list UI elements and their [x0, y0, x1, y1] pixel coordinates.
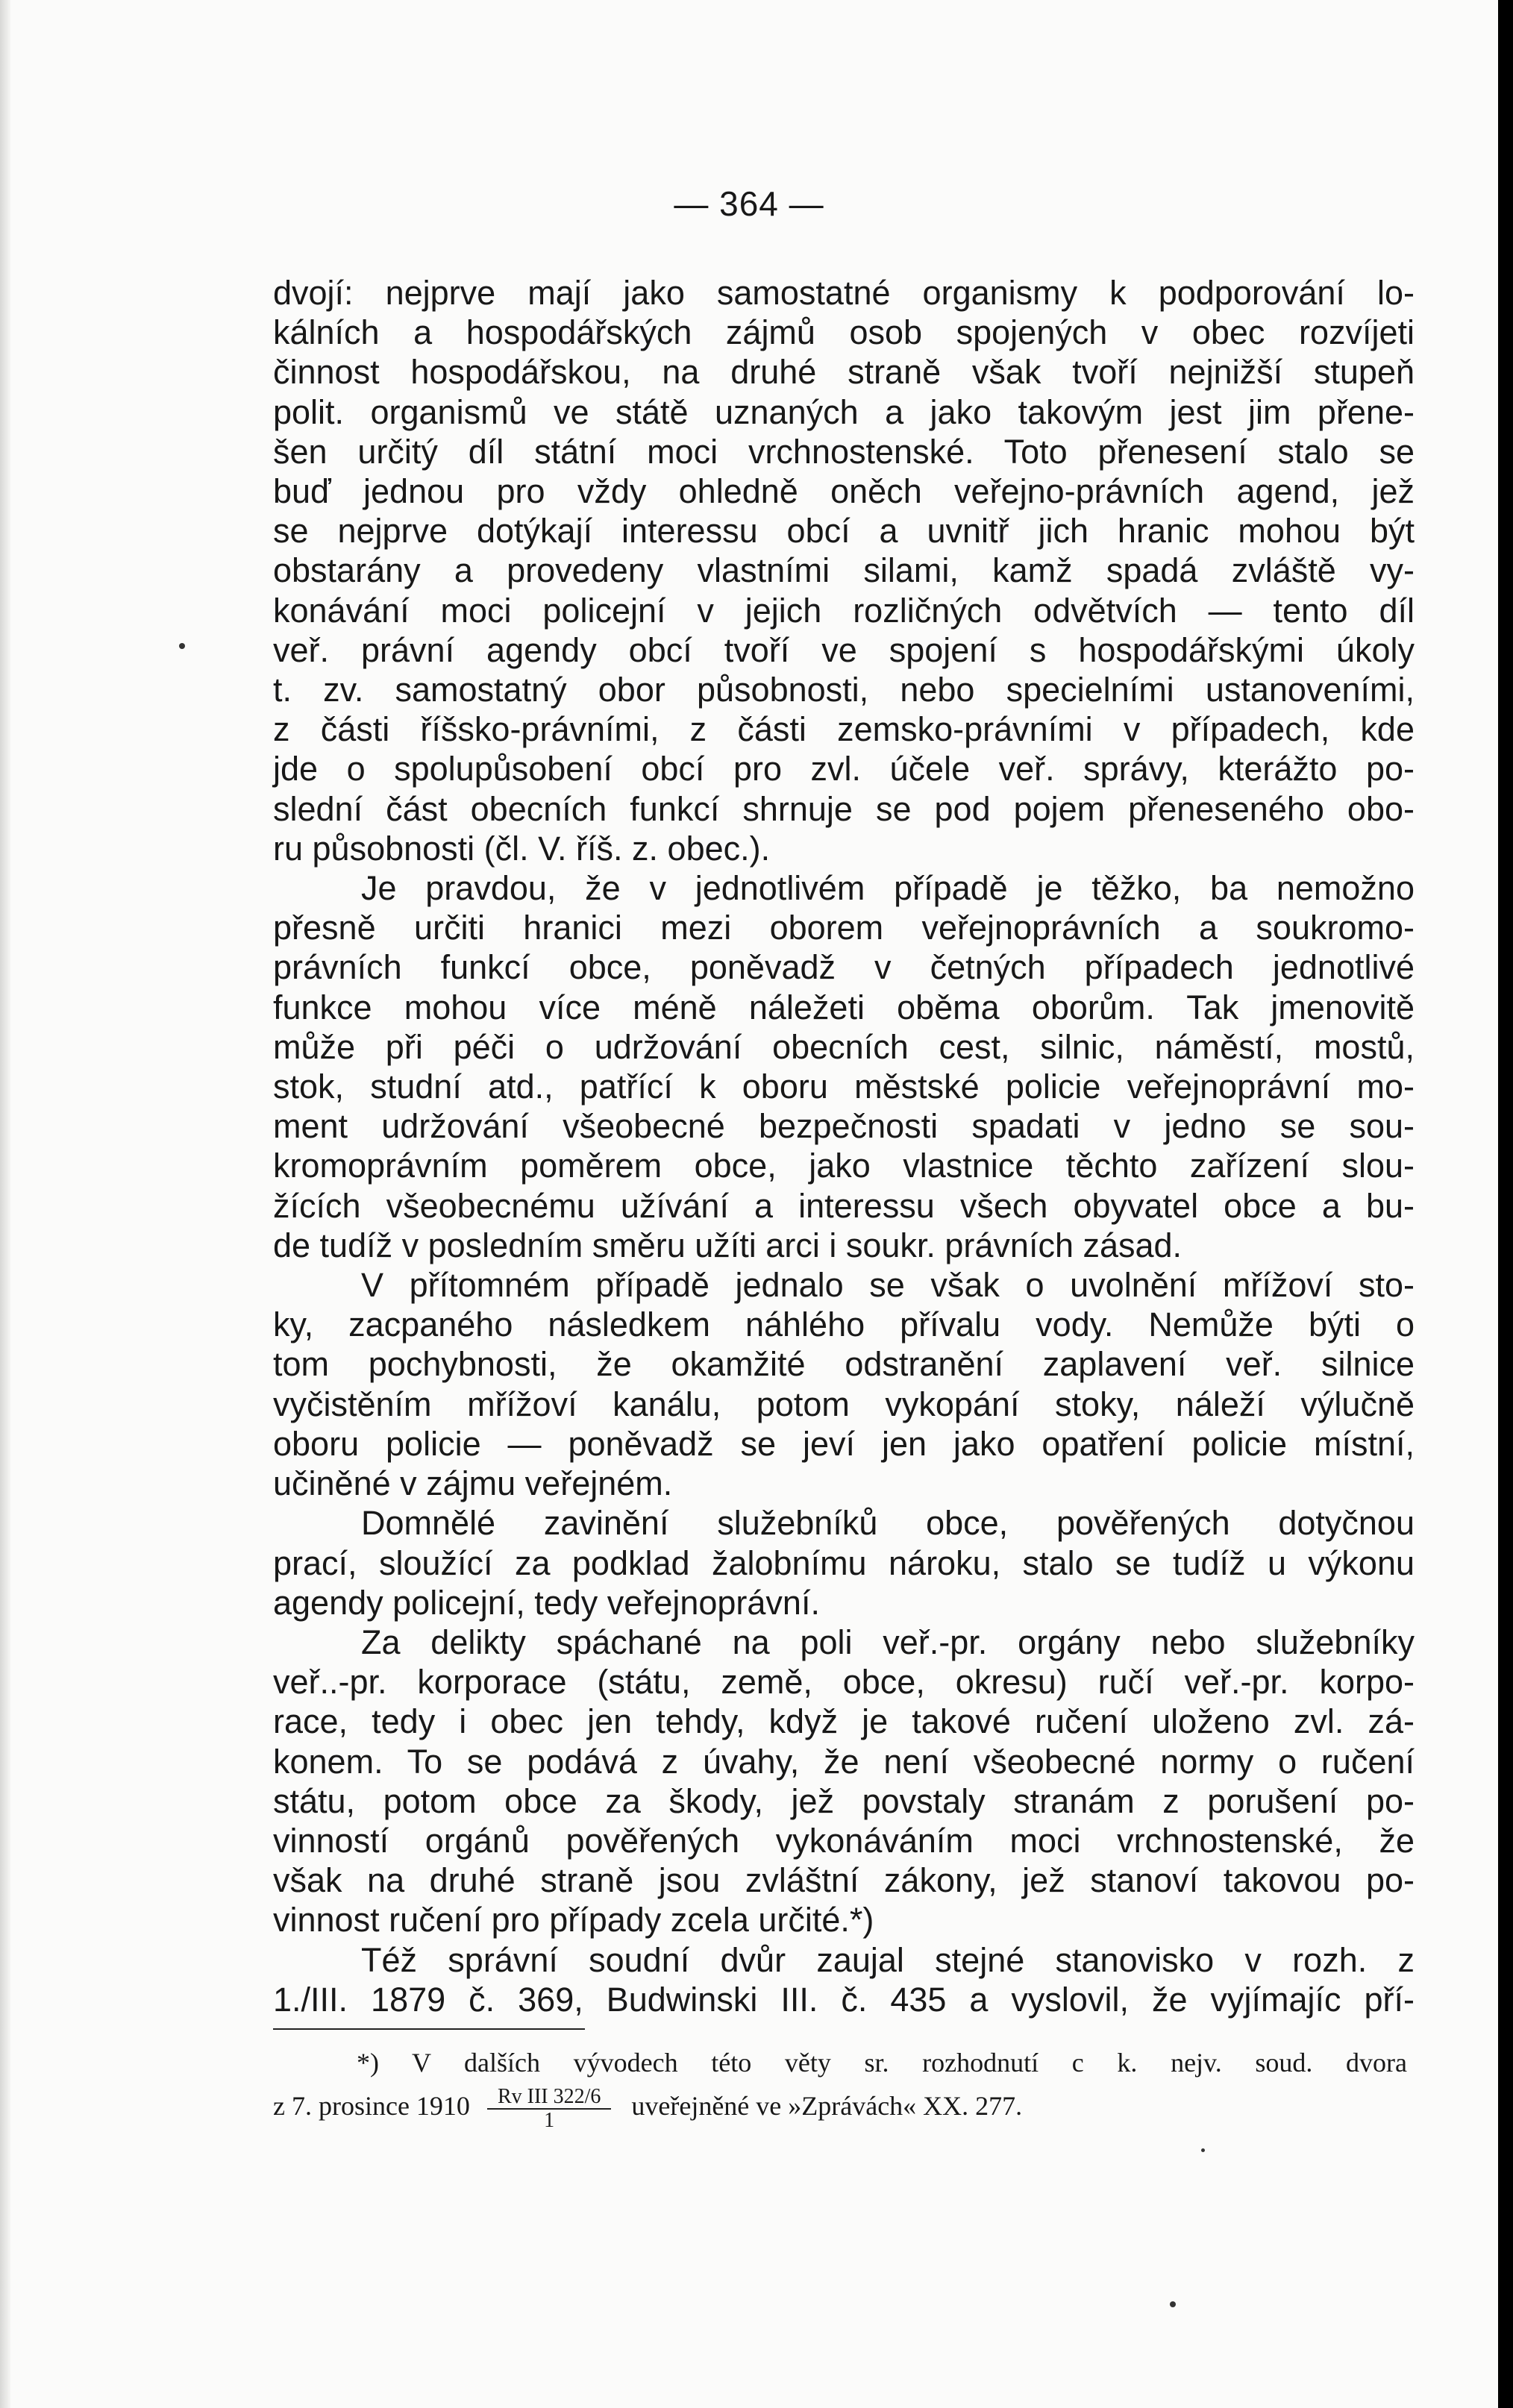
text-line: veř..-pr. korporace (státu, země, obce, okresu) ručí veř.-pr. korpo- [273, 1663, 1415, 1702]
footnote-fraction [487, 2086, 611, 2132]
text-line: dvojí: nejprve mají jako samostatné organismy k podporování lo- [273, 274, 1415, 312]
text-line: de tudíž v posledním směru užíti arci i soukr. právních zásad. [273, 1226, 1182, 1264]
fraction-denominator: 1 [544, 2108, 555, 2132]
text-line: kromoprávním poměrem obce, jako vlastnice těchto zařízení slou- [273, 1147, 1415, 1185]
text-line: funkce mohou více méně náležeti oběma oborům. Tak jmenovitě [273, 988, 1415, 1026]
text-line: může při péči o udržování obecních cest, silnic, náměstí, mostů, [273, 1027, 1415, 1066]
text-line: činnost hospodářskou, na druhé straně však tvoří nejnižší stupeň [273, 353, 1415, 392]
text-line: ky, zacpaného následkem náhlého přívalu vody. Nemůže býti o [273, 1305, 1415, 1344]
text-line: race, tedy i obec jen tehdy, když je takové ručení uloženo zvl. zá- [273, 1702, 1415, 1741]
text-line: tom pochybnosti, že okamžité odstranění zaplavení veř. silnice [273, 1345, 1415, 1384]
scan-edge-shadow [0, 0, 10, 2408]
text-line: oboru policie — poněvadž se jeví jen jako opatření policie místní, [273, 1424, 1415, 1463]
text-line: prací, sloužící za podklad žalobnímu nároku, stalo se tudíž u výkonu [273, 1543, 1415, 1582]
text-line: V přítomném případě jednalo se však o uvolnění mřížoví sto- [361, 1266, 1415, 1305]
text-line: konávání moci policejní v jejich rozličných odvětvích — tento díl [273, 591, 1415, 630]
text-line: stok, studní atd., patřící k oboru městské policie veřejnoprávní mo- [273, 1067, 1415, 1106]
text-line: ru působnosti (čl. V. říš. z. obec.). [273, 829, 771, 868]
text-line: právních funkcí obce, poněvadž v četných případech jednotlivé [273, 948, 1415, 987]
text-line: Za delikty spáchané na poli veř.-pr. orgány nebo služebníky [361, 1622, 1415, 1661]
text-line: učiněné v zájmu veřejném. [273, 1464, 673, 1503]
text-line: slední část obecních funkcí shrnuje se pod pojem přeneseného obo- [273, 789, 1415, 828]
text-line: t. zv. samostatný obor působnosti, nebo specielními ustanoveními, [273, 671, 1415, 709]
text-line: žících všeobecnému užívání a interessu všech obyvatel obce a bu- [273, 1186, 1415, 1225]
text-line: 1./III. 1879 č. 369, Budwinski III. č. 435 a vyslovil, že vyjímajíc pří- [273, 1980, 1415, 2019]
text-line: buď jednou pro vždy ohledně oněch veřejno-právních agend, jež [273, 472, 1415, 511]
text-line: ment udržování všeobecné bezpečnosti spadati v jedno se sou- [273, 1107, 1415, 1146]
footnote [273, 2044, 1407, 2130]
text-line: konem. To se podává z úvahy, že není všeobecné normy o ručení [273, 1742, 1415, 1781]
fraction-numerator: Rv III 322/6 [487, 2086, 611, 2110]
scan-speck [179, 643, 185, 649]
text-line: vyčistěním mřížoví kanálu, potom vykopání stoky, náleží výlučně [273, 1385, 1415, 1423]
page-number: — 364 — [674, 184, 824, 223]
scan-speck [1170, 2301, 1176, 2307]
footnote-separator [273, 2028, 585, 2030]
text-line: Též správní soudní dvůr zaujal stejné stanovisko v rozh. z [361, 1940, 1415, 1979]
text-line: polit. organismů ve státě uznaných a jako takovým jest jim přene- [273, 392, 1415, 431]
footnote-line [273, 2081, 1407, 2130]
text-line: šen určitý díl státní moci vrchnostenské. Toto přenesení stalo se [273, 432, 1415, 471]
body-text [273, 273, 1415, 2019]
text-line: jde o spolupůsobení obcí pro zvl. účele veř. správy, kterážto po- [273, 750, 1415, 788]
text-line: vinnost ručení pro případy zcela určité.*) [273, 1901, 874, 1940]
text-line: Domnělé zavinění služebníků obce, pověřených dotyčnou [361, 1504, 1415, 1543]
text-line: přesně určiti hranici mezi oborem veřejnoprávních a soukromo- [273, 909, 1415, 947]
scan-speck [1201, 2148, 1205, 2152]
text-line: Je pravdou, že v jednotlivém případě je těžko, ba nemožno [361, 869, 1415, 908]
text-line: veř. právní agendy obcí tvoří ve spojení s hospodářskými úkoly [273, 630, 1415, 669]
footnote-date: z 7. prosince 1910 [273, 2091, 470, 2121]
text-line: státu, potom obce za škody, jež povstaly stranám z porušení po- [273, 1781, 1415, 1820]
text-line: vinností orgánů pověřených vykonáváním moci vrchnostenské, že [273, 1821, 1415, 1860]
text-line: z části říšsko-právními, z části zemsko-právními v případech, kde [273, 710, 1415, 749]
footnote-line: *) V dalších vývodech této věty sr. rozhodnutí c k. nejv. soud. dvora [357, 2048, 1407, 2078]
text-line: obstarány a provedeny vlastními silami, kamž spadá zvláště vy- [273, 551, 1415, 590]
text-line: se nejprve dotýkají interessu obcí a uvnitř jich hranic mohou být [273, 512, 1415, 551]
text-line: agendy policejní, tedy veřejnoprávní. [273, 1583, 820, 1622]
text-line: však na druhé straně jsou zvláštní zákony, jež stanoví takovou po- [273, 1861, 1415, 1900]
text-line: kálních a hospodářských zájmů osob spojených v obec rozvíjeti [273, 313, 1415, 352]
footnote-source: uveřejněné ve »Zprávách« XX. 277. [631, 2091, 1023, 2121]
